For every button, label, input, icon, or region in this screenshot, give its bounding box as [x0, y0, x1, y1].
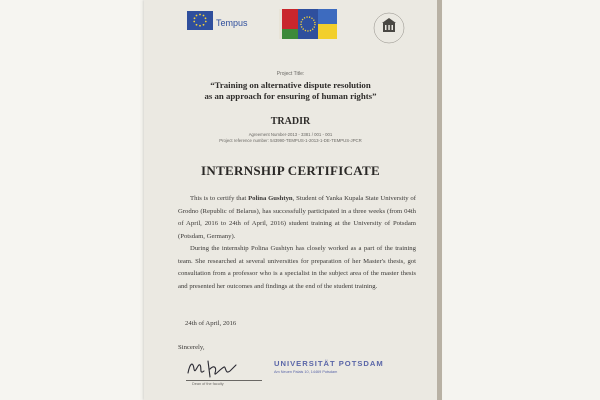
project-reference-number: Project reference number: 543990-TEMPUS-1-2013-1-DE-TEMPUS-JPCR: [219, 137, 362, 143]
project-title-line-1: “Training on alternative dispute resolution: [210, 80, 371, 90]
closing-salutation: Sincerely,: [178, 344, 205, 351]
signature: [184, 355, 252, 381]
signature-line: [186, 380, 262, 381]
university-stamp: [274, 359, 384, 374]
stamp-university-name: UNIVERSITÄT POTSDAM: [274, 359, 384, 368]
university-seal-icon: [364, 6, 414, 52]
background-wall-right: [443, 0, 600, 400]
frame-edge: [437, 0, 442, 400]
signature-icon: [184, 355, 252, 381]
university-seal: [364, 6, 414, 52]
project-title: [144, 80, 437, 102]
certificate-title: INTERNSHIP CERTIFICATE: [201, 163, 380, 178]
certificate-document: [144, 0, 437, 400]
project-references: [144, 132, 437, 143]
stamp-address: Am Neuen Palais 10, 14469 Potsdam: [274, 370, 338, 374]
agreement-number: Agreement Number-2013 - 3381 / 001 - 001: [248, 132, 333, 137]
certificate-paragraph-1: [178, 193, 416, 243]
paragraph-1-intro: This is to certify that: [190, 195, 249, 202]
paragraph-1-rest: , Student of Yanka Kupala State University of Grodno (Republic of Belarus), has successfully participated in a three weeks (from 04th of April, 2016 to 24th of April, 2016) student training at the University of Potsdam (Potsdam, Germany).: [178, 195, 417, 240]
flags-icon: [279, 9, 337, 39]
student-name: Polina Gushtyn: [248, 195, 293, 202]
certificate-paragraph-2: During the internship Polina Gushtyn has closely worked as a part of the training team. She researched at several universities for preparation of her Master's thesis, got consultation from a professor who is a specialist in the subject area of the master thesis and presented her outcomes and findings at the end of the student training.: [178, 245, 416, 290]
signer-title: Dean of the faculty: [192, 382, 224, 386]
partner-flags-emblem: [279, 9, 337, 39]
eu-flag-icon: [187, 10, 252, 32]
certificate-body: [178, 193, 416, 293]
project-title-line-2: as an approach for ensuring of human rights”: [204, 91, 377, 101]
tempus-logo-text: Tempus: [216, 18, 248, 28]
project-title-label: Project Title:: [276, 71, 305, 77]
project-acronym: TRADIR: [270, 116, 311, 127]
certificate-date: 24th of April, 2016: [185, 320, 237, 327]
background-wall-left: [0, 0, 140, 400]
tempus-logo: [187, 10, 252, 32]
